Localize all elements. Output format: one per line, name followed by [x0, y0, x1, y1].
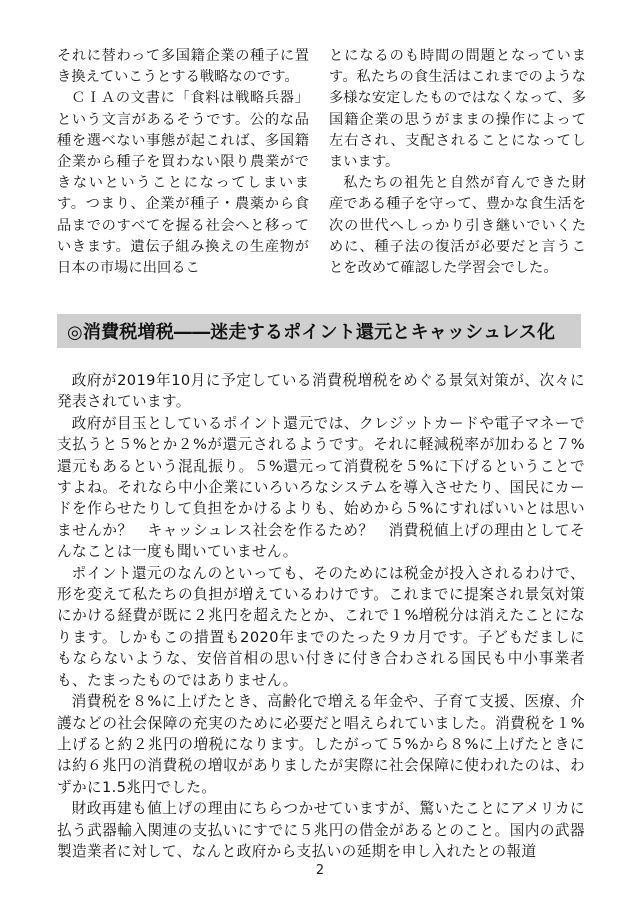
- right-column: [329, 46, 586, 279]
- left-column-paragraph-2: ＣＩＡの文書に「食料は戦略兵器」という文言があるそうです。公的な品種を選べない事態が起これば、多国籍企業から種子を買わない限り農業ができないということになってしまいます。つまり、企業が種子・農薬から食品までのすべてを握る社会へと移っていきます。遺伝子組み換えの生産物が日本の市場に出回るこ: [57, 90, 309, 277]
- right-column-paragraph-2: 私たちの祖先と自然が育んできた財産である種子を守って、豊かな食生活を次の世代へしっかり引き継いでいくために、種子法の復活が必要だと言うことを改めて確認した学習会でした。: [329, 175, 586, 277]
- section-paragraph-4: 消費税を８%に上げたとき、高齢化で増える年金や、子育て支援、医療、介護などの社会保障の充実のために必要だと唱えられていました。消費税を１%上げると約２兆円の増税になります。したがって５%から８%に上げたときには約６兆円の消費税の増収がありましたが実際に社会保障に使われたのは、わずかに1.5兆円でした。: [57, 693, 585, 796]
- section-paragraph-2: 政府が目玉としているポイント還元では、クレジットカードや電子マネーで支払うと５%とか２%が還元されるようです。それに軽減税率が加わると７%還元もあるという混乱振り。５%還元って消費税を５%に下げるということですよね。それなら中小企業にいろいろなシステムを導入させたり、国民にカードを作らせたりして負担をかけるよりも、始めから５%にすればいいとは思いませんか？ キャッシュレス社会を作るため？ 消費税値上げの理由としてそんなことは一度も聞いていません。: [57, 414, 585, 561]
- section-heading-bar: [57, 314, 581, 348]
- left-column: [57, 46, 309, 279]
- section-body: [57, 370, 585, 862]
- right-column-paragraph-1: とになるのも時間の問題となっています。私たちの食生活はこれまでのような多様な安定したものではなくなって、多国籍企業の思うがままの操作によって左右され、支配されることになってしまいます。: [329, 48, 586, 171]
- section-paragraph-5: 財政再建も値上げの理由にちらつかせていますが、驚いたことにアメリカに払う武器輸入関連の支払いにすでに５兆円の借金があるとのこと。国内の武器製造業者に対して、なんと政府から支払いの延期を申し入れたとの報道: [57, 800, 585, 860]
- section-paragraph-3: ポイント還元のなんのといっても、そのためには税金が投入されるわけで、形を変えて私たちの負担が増えているわけです。これまでに提案され景気対策にかける経費が既に２兆円を超えたとか、これで１%増税分は消えたことになります。しかもこの措置も2020年までのたった９カ月です。子どもだましにもならないような、安倍首相の思い付きに付き合わされる国民も中小事業者も、たまったものではありません。: [57, 564, 585, 689]
- page-number: 2: [315, 863, 325, 878]
- section-heading: ◎消費税増税――迷走するポイント還元とキャッシュレス化: [67, 322, 556, 343]
- section-paragraph-1: 政府が2019年10月に予定している消費税増税をめぐる景気対策が、次々に発表されています。: [57, 372, 585, 411]
- left-column-paragraph-1: それに替わって多国籍企業の種子に置き換えていこうとする戦略なのです。: [57, 48, 309, 86]
